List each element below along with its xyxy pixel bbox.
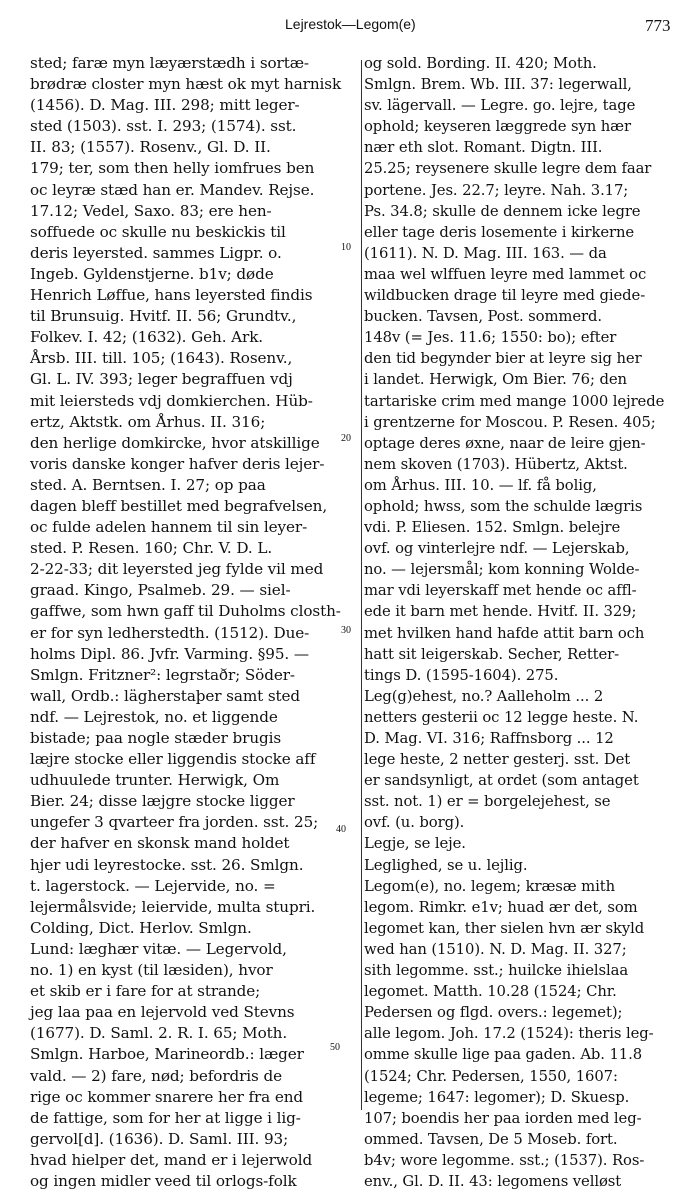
text-line: lege heste, 2 netter gesterj. sst. Det	[364, 751, 631, 769]
text-line: Folkev. I. 42; (1632). Geh. Ark.	[30, 328, 264, 347]
text-line: om Århus. III. 10. — lf. få bolig,	[364, 476, 597, 494]
text-line: Bier. 24; disse læjgre stocke ligger	[30, 792, 295, 811]
text-line: wildbucken drage til leyre med giede-	[364, 287, 646, 305]
text-line: II. 83; (1557). Rosenv., Gl. D. II.	[30, 138, 271, 157]
text-line: netters gesterii oc 12 legge heste. N.	[364, 708, 639, 726]
line-number-40: 40	[336, 824, 346, 835]
text-line: gaffwe, som hwn gaff til Duholms closth-	[30, 602, 341, 621]
text-line: sted. A. Berntsen. I. 27; op paa	[30, 475, 266, 494]
text-line: holms Dipl. 86. Jvfr. Varming. §95. —	[30, 644, 309, 663]
text-line: mar vdi leyerskaff met hende oc affl-	[364, 582, 637, 600]
text-line: brødræ closter myn hæst ok myt harnisk	[30, 75, 342, 94]
text-line: Smlgn. Harboe, Marineordb.: læger	[30, 1045, 304, 1064]
text-line: ndf. — Lejrestok, no. et liggende	[30, 707, 278, 726]
text-line: i landet. Herwigk, Om Bier. 76; den	[364, 371, 627, 389]
text-line: læjre stocke eller liggendis stocke aff	[30, 750, 316, 769]
text-line: t. lagerstock. — Lejervide, no. =	[30, 876, 276, 895]
text-line: sith legomme. sst.; huilcke ihielslaa	[364, 962, 629, 980]
text-line: mit leiersteds vdj domkierchen. Hüb-	[30, 391, 313, 410]
text-line: (1677). D. Saml. 2. R. I. 65; Moth.	[30, 1024, 288, 1043]
column-divider	[361, 60, 362, 1110]
text-line: tartariske crim med mange 1000 lejrede	[364, 392, 665, 410]
text-line: hatt sit leigerskab. Secher, Retter-	[364, 645, 620, 663]
text-line: 107; boendis her paa iorden med leg-	[364, 1109, 642, 1127]
text-line: sted. P. Resen. 160; Chr. V. D. L.	[30, 539, 273, 558]
text-line: dagen bleff bestillet med begrafvelsen,	[30, 496, 328, 515]
text-line: D. Mag. VI. 316; Raffnsborg ... 12	[364, 730, 614, 747]
text-line: tings D. (1595-1604). 275.	[364, 666, 559, 684]
text-line: eller tage deris losemente i kirkerne	[364, 223, 635, 241]
text-line: gervol[d]. (1636). D. Saml. III. 93;	[30, 1129, 289, 1148]
text-line: legomet kan, ther sielen hvn ær skyld	[364, 919, 645, 937]
text-line: Leg(g)ehest, no.? Aalleholm ... 2	[364, 687, 604, 705]
text-line: (1524; Chr. Pedersen, 1550, 1607:	[364, 1067, 618, 1085]
text-line: env., Gl. D. II. 43: legomens velløst	[364, 1172, 622, 1190]
text-line: ophold; keyseren læggrede syn hær	[364, 118, 631, 136]
text-line: sv. lägervall. — Legre. go. lejre, tage	[364, 97, 636, 115]
text-line: og sold. Bording. II. 420; Moth.	[364, 55, 597, 72]
text-line: nær eth slot. Romant. Digtn. III.	[364, 139, 603, 157]
text-line: ede it barn met hende. Hvitf. II. 329;	[364, 603, 637, 621]
text-line: Årsb. III. till. 105; (1643). Rosenv.,	[30, 349, 293, 368]
line-number-20: 20	[341, 433, 351, 444]
text-line: 2-22-33; dit leyersted jeg fylde vil med	[30, 560, 324, 579]
text-line: nem skoven (1703). Hübertz, Aktst.	[364, 455, 628, 473]
text-line: udhuulede trunter. Herwigk, Om	[30, 771, 280, 790]
text-line: ophold; hwss, som the schulde lægris	[364, 497, 643, 515]
text-line: Henrich Løffue, hans leyersted findis	[30, 286, 313, 305]
text-line: Lund: læghær vitæ. — Legervold,	[30, 939, 287, 958]
text-line: de fattige, som for her at ligge i lig-	[30, 1108, 301, 1127]
text-line: graad. Kingo, Psalmeb. 29. — siel-	[30, 581, 291, 600]
text-line: no. — lejersmål; kom konning Wolde-	[364, 561, 640, 579]
left-column	[30, 53, 360, 1192]
text-line: jeg laa paa en lejervold ved Stevns	[30, 1003, 295, 1022]
text-line: vald. — 2) fare, nød; befordris de	[30, 1066, 282, 1085]
text-line: legom. Rimkr. e1v; huad ær det, som	[364, 898, 638, 916]
text-line: wed han (1510). N. D. Mag. II. 327;	[364, 940, 627, 958]
text-line: (1611). N. D. Mag. III. 163. — da	[364, 244, 607, 262]
text-line: bistade; paa nogle stæder brugis	[30, 729, 282, 747]
line-number-10: 10	[341, 242, 351, 253]
text-line: sted (1503). sst. I. 293; (1574). sst.	[30, 117, 297, 136]
text-line: met hvilken hand hafde attit barn och	[364, 624, 645, 642]
text-line: b4v; wore legomme. sst.; (1537). Ros-	[364, 1151, 645, 1169]
line-number-50: 50	[330, 1042, 340, 1053]
text-line: Ps. 34.8; skulle de dennem icke legre	[364, 202, 641, 220]
text-line: omme skulle lige paa gaden. Ab. 11.8	[364, 1046, 643, 1064]
text-line: no. 1) en kyst (til læsiden), hvor	[30, 961, 273, 980]
text-line: og ingen midler veed til orlogs-folk	[30, 1171, 297, 1190]
text-line: legomet. Matth. 10.28 (1524; Chr.	[364, 983, 617, 1001]
text-line: sted; faræ myn læyærstædh i sortæ-	[30, 54, 309, 72]
text-line: 17.12; Vedel, Saxo. 83; ere hen-	[30, 201, 272, 220]
text-line: (1456). D. Mag. III. 298; mitt leger-	[30, 96, 300, 115]
text-line: alle legom. Joh. 17.2 (1524): theris leg-	[364, 1025, 654, 1043]
text-line: ommed. Tavsen, De 5 Moseb. fort.	[364, 1130, 618, 1148]
text-line: wall, Ordb.: lägherstaþer samt sted	[30, 686, 301, 705]
text-line: til Brunsuig. Hvitf. II. 56; Grundtv.,	[30, 307, 297, 326]
text-line: soffuede oc skulle nu beskickis til	[30, 222, 286, 241]
text-line: Legje, se leje.	[364, 835, 466, 853]
page-header	[0, 0, 695, 44]
text-line: Smlgn. Brem. Wb. III. 37: legerwall,	[364, 76, 632, 94]
text-line: legeme; 1647: legomer); D. Skuesp.	[364, 1088, 630, 1106]
text-line: hjer udi leyrestocke. sst. 26. Smlgn.	[30, 855, 304, 874]
text-line: voris danske konger hafver deris lejer-	[30, 454, 325, 473]
text-line: oc fulde adelen hannem til sin leyer-	[30, 518, 308, 537]
text-line: Legom(e), no. legem; kræsæ mith	[364, 877, 616, 895]
text-line: ertz, Aktstk. om Århus. II. 316;	[30, 412, 266, 431]
text-line: er sandsynligt, at ordet (som antaget	[364, 772, 639, 790]
text-line: deris leyersted. sammes Ligpr. o.	[30, 243, 282, 262]
text-line: ovf. (u. borg).	[364, 814, 465, 832]
right-column	[364, 53, 682, 1192]
text-line: ungefer 3 qvarteer fra jorden. sst. 25;	[30, 813, 319, 832]
text-line: hvad hielper det, mand er i lejerwold	[30, 1150, 313, 1169]
text-line: portene. Jes. 22.7; leyre. Nah. 3.17;	[364, 181, 629, 199]
text-line: sst. not. 1) er = borgelejehest, se	[364, 793, 611, 811]
text-line: lejermålsvide; leiervide, multa stupri.	[30, 897, 316, 916]
text-line: oc leyræ stæd han er. Mandev. Rejse.	[30, 180, 315, 199]
text-line: rige oc kommer snarere her fra end	[30, 1087, 304, 1106]
text-line: 25.25; reysenere skulle legre dem faar	[364, 160, 652, 178]
line-number-30: 30	[341, 625, 351, 636]
text-line: vdi. P. Eliesen. 152. Smlgn. belejre	[364, 519, 621, 537]
text-line: der hafver en skonsk mand holdet	[30, 834, 290, 853]
text-line: maa wel wlffuen leyre med lammet oc	[364, 265, 647, 283]
running-head: Lejrestok—Legom(e)	[285, 16, 416, 32]
text-line: den tid begynder bier at leyre sig her	[364, 350, 642, 368]
text-line: den herlige domkircke, hvor atskillige	[30, 433, 320, 452]
text-line: bucken. Tavsen, Post. sommerd.	[364, 308, 602, 326]
text-line: ovf. og vinterlejre ndf. — Lejerskab,	[364, 540, 630, 558]
text-line: 179; ter, som then helly iomfrues ben	[30, 159, 315, 178]
text-line: Smlgn. Fritzner²: legrstaðr; Söder-	[30, 665, 295, 684]
text-line: 148v (= Jes. 11.6; 1550: bo); efter	[364, 329, 617, 347]
text-line: et skib er i fare for at strande;	[30, 982, 261, 1001]
page-number: 773	[645, 16, 671, 35]
text-line: er for syn ledherstedth. (1512). Due-	[30, 623, 310, 642]
text-line: Gl. L. IV. 393; leger begraffuen vdj	[30, 370, 293, 389]
text-line: optage deres øxne, naar de leire gjen-	[364, 434, 646, 452]
text-line: i grentzerne for Moscou. P. Resen. 405;	[364, 413, 656, 431]
text-line: Pedersen og flgd. overs.: legemet);	[364, 1004, 623, 1022]
text-line: Ingeb. Gyldenstjerne. b1v; døde	[30, 264, 274, 283]
text-line: Leglighed, se u. lejlig.	[364, 856, 528, 874]
text-line: Colding, Dict. Herlov. Smlgn.	[30, 918, 252, 937]
